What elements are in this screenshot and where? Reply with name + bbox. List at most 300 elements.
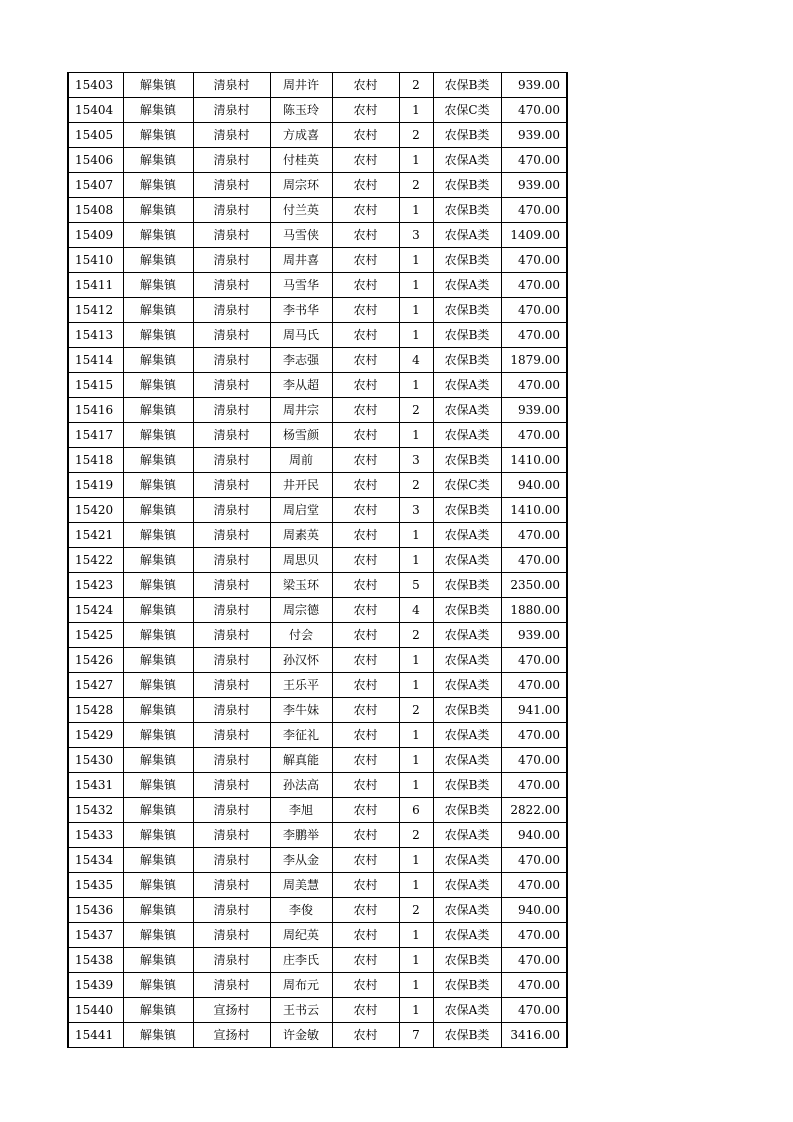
- cell-amount: 470.00: [501, 998, 567, 1023]
- cell-category: 农保A类: [433, 848, 501, 873]
- cell-count: 2: [399, 698, 433, 723]
- cell-id: 15420: [68, 498, 123, 523]
- cell-category: 农保A类: [433, 548, 501, 573]
- cell-category: 农保B类: [433, 948, 501, 973]
- cell-id: 15432: [68, 798, 123, 823]
- table-row: [68, 973, 567, 998]
- cell-category: 农保B类: [433, 598, 501, 623]
- cell-village: 清泉村: [193, 948, 270, 973]
- cell-amount: 939.00: [501, 398, 567, 423]
- table-row: [68, 298, 567, 323]
- cell-count: 1: [399, 748, 433, 773]
- cell-village: 清泉村: [193, 423, 270, 448]
- cell-category: 农保A类: [433, 373, 501, 398]
- cell-village: 清泉村: [193, 648, 270, 673]
- cell-id: 15411: [68, 273, 123, 298]
- cell-count: 1: [399, 723, 433, 748]
- cell-category: 农保B类: [433, 323, 501, 348]
- cell-id: 15437: [68, 923, 123, 948]
- cell-id: 15407: [68, 173, 123, 198]
- table-row: [68, 773, 567, 798]
- cell-id: 15410: [68, 248, 123, 273]
- cell-id: 15424: [68, 598, 123, 623]
- cell-type: 农村: [332, 98, 399, 123]
- cell-id: 15412: [68, 298, 123, 323]
- cell-village: 清泉村: [193, 798, 270, 823]
- cell-category: 农保B类: [433, 573, 501, 598]
- cell-name: 孙汉怀: [270, 648, 332, 673]
- cell-amount: 2350.00: [501, 573, 567, 598]
- cell-amount: 470.00: [501, 848, 567, 873]
- cell-town: 解集镇: [123, 223, 193, 248]
- cell-name: 周纪英: [270, 923, 332, 948]
- cell-village: 清泉村: [193, 923, 270, 948]
- cell-town: 解集镇: [123, 798, 193, 823]
- cell-id: 15423: [68, 573, 123, 598]
- cell-town: 解集镇: [123, 373, 193, 398]
- cell-name: 周马氏: [270, 323, 332, 348]
- cell-name: 周美慧: [270, 873, 332, 898]
- cell-town: 解集镇: [123, 323, 193, 348]
- cell-type: 农村: [332, 373, 399, 398]
- cell-type: 农村: [332, 973, 399, 998]
- cell-amount: 470.00: [501, 248, 567, 273]
- cell-type: 农村: [332, 748, 399, 773]
- cell-town: 解集镇: [123, 848, 193, 873]
- cell-town: 解集镇: [123, 898, 193, 923]
- cell-name: 周宗环: [270, 173, 332, 198]
- cell-id: 15429: [68, 723, 123, 748]
- cell-village: 清泉村: [193, 173, 270, 198]
- cell-name: 马雪侠: [270, 223, 332, 248]
- cell-count: 2: [399, 473, 433, 498]
- cell-amount: 470.00: [501, 98, 567, 123]
- cell-category: 农保A类: [433, 873, 501, 898]
- cell-name: 周思贝: [270, 548, 332, 573]
- cell-village: 清泉村: [193, 248, 270, 273]
- cell-name: 李书华: [270, 298, 332, 323]
- cell-town: 解集镇: [123, 873, 193, 898]
- cell-count: 1: [399, 773, 433, 798]
- cell-amount: 1880.00: [501, 598, 567, 623]
- cell-amount: 1409.00: [501, 223, 567, 248]
- cell-type: 农村: [332, 398, 399, 423]
- table-row: [68, 673, 567, 698]
- cell-amount: 470.00: [501, 948, 567, 973]
- cell-village: 清泉村: [193, 698, 270, 723]
- cell-town: 解集镇: [123, 773, 193, 798]
- cell-name: 李俊: [270, 898, 332, 923]
- cell-village: 清泉村: [193, 523, 270, 548]
- cell-village: 清泉村: [193, 298, 270, 323]
- table-row: [68, 248, 567, 273]
- cell-town: 解集镇: [123, 423, 193, 448]
- cell-category: 农保A类: [433, 923, 501, 948]
- cell-count: 2: [399, 73, 433, 98]
- cell-id: 15417: [68, 423, 123, 448]
- cell-name: 李从超: [270, 373, 332, 398]
- cell-town: 解集镇: [123, 123, 193, 148]
- cell-count: 7: [399, 1023, 433, 1048]
- cell-village: 清泉村: [193, 573, 270, 598]
- cell-village: 清泉村: [193, 398, 270, 423]
- cell-town: 解集镇: [123, 598, 193, 623]
- table-row: [68, 423, 567, 448]
- cell-village: 清泉村: [193, 348, 270, 373]
- cell-count: 1: [399, 423, 433, 448]
- table-row: [68, 73, 567, 98]
- cell-type: 农村: [332, 923, 399, 948]
- cell-name: 陈玉玲: [270, 98, 332, 123]
- table-row: [68, 648, 567, 673]
- cell-name: 李牛妹: [270, 698, 332, 723]
- cell-village: 清泉村: [193, 623, 270, 648]
- cell-name: 周布元: [270, 973, 332, 998]
- cell-category: 农保C类: [433, 98, 501, 123]
- cell-town: 解集镇: [123, 248, 193, 273]
- cell-amount: 1879.00: [501, 348, 567, 373]
- cell-town: 解集镇: [123, 923, 193, 948]
- cell-type: 农村: [332, 1023, 399, 1048]
- cell-count: 1: [399, 373, 433, 398]
- table-row: [68, 223, 567, 248]
- cell-name: 周井宗: [270, 398, 332, 423]
- cell-village: 清泉村: [193, 823, 270, 848]
- cell-count: 2: [399, 123, 433, 148]
- cell-category: 农保B类: [433, 798, 501, 823]
- cell-town: 解集镇: [123, 398, 193, 423]
- cell-amount: 470.00: [501, 298, 567, 323]
- cell-category: 农保A类: [433, 823, 501, 848]
- cell-type: 农村: [332, 473, 399, 498]
- cell-count: 4: [399, 348, 433, 373]
- cell-count: 1: [399, 948, 433, 973]
- cell-category: 农保A类: [433, 423, 501, 448]
- cell-amount: 939.00: [501, 123, 567, 148]
- cell-town: 解集镇: [123, 98, 193, 123]
- cell-village: 清泉村: [193, 373, 270, 398]
- cell-village: 清泉村: [193, 723, 270, 748]
- cell-amount: 470.00: [501, 923, 567, 948]
- table-row: [68, 623, 567, 648]
- cell-count: 4: [399, 598, 433, 623]
- cell-count: 1: [399, 248, 433, 273]
- cell-count: 2: [399, 173, 433, 198]
- cell-amount: 940.00: [501, 823, 567, 848]
- table-row: [68, 923, 567, 948]
- cell-town: 解集镇: [123, 348, 193, 373]
- cell-id: 15415: [68, 373, 123, 398]
- cell-category: 农保B类: [433, 448, 501, 473]
- cell-town: 解集镇: [123, 173, 193, 198]
- cell-category: 农保B类: [433, 973, 501, 998]
- cell-count: 1: [399, 548, 433, 573]
- cell-amount: 470.00: [501, 273, 567, 298]
- cell-type: 农村: [332, 573, 399, 598]
- cell-count: 3: [399, 498, 433, 523]
- cell-id: 15419: [68, 473, 123, 498]
- cell-id: 15427: [68, 673, 123, 698]
- cell-town: 解集镇: [123, 273, 193, 298]
- table-row: [68, 873, 567, 898]
- cell-id: 15422: [68, 548, 123, 573]
- cell-name: 李征礼: [270, 723, 332, 748]
- cell-id: 15404: [68, 98, 123, 123]
- cell-count: 1: [399, 873, 433, 898]
- table-row: [68, 573, 567, 598]
- cell-category: 农保A类: [433, 998, 501, 1023]
- cell-village: 清泉村: [193, 873, 270, 898]
- cell-name: 庄李氏: [270, 948, 332, 973]
- cell-name: 梁玉环: [270, 573, 332, 598]
- cell-category: 农保A类: [433, 148, 501, 173]
- cell-town: 解集镇: [123, 998, 193, 1023]
- cell-id: 15408: [68, 198, 123, 223]
- cell-name: 李旭: [270, 798, 332, 823]
- cell-town: 解集镇: [123, 298, 193, 323]
- cell-village: 宣扬村: [193, 1023, 270, 1048]
- cell-amount: 470.00: [501, 673, 567, 698]
- cell-name: 李从金: [270, 848, 332, 873]
- cell-type: 农村: [332, 673, 399, 698]
- cell-id: 15436: [68, 898, 123, 923]
- cell-village: 清泉村: [193, 973, 270, 998]
- cell-id: 15441: [68, 1023, 123, 1048]
- cell-type: 农村: [332, 298, 399, 323]
- cell-id: 15430: [68, 748, 123, 773]
- cell-category: 农保B类: [433, 123, 501, 148]
- cell-id: 15416: [68, 398, 123, 423]
- table-row: [68, 698, 567, 723]
- cell-name: 井开民: [270, 473, 332, 498]
- cell-count: 1: [399, 523, 433, 548]
- cell-amount: 470.00: [501, 423, 567, 448]
- cell-category: 农保B类: [433, 198, 501, 223]
- cell-name: 付兰英: [270, 198, 332, 223]
- cell-town: 解集镇: [123, 673, 193, 698]
- cell-name: 周启堂: [270, 498, 332, 523]
- cell-village: 清泉村: [193, 73, 270, 98]
- cell-type: 农村: [332, 698, 399, 723]
- table-row: [68, 898, 567, 923]
- table-row: [68, 273, 567, 298]
- table-row: [68, 348, 567, 373]
- cell-town: 解集镇: [123, 148, 193, 173]
- cell-town: 解集镇: [123, 473, 193, 498]
- cell-amount: 1410.00: [501, 498, 567, 523]
- table-row: [68, 198, 567, 223]
- cell-category: 农保A类: [433, 523, 501, 548]
- cell-name: 马雪华: [270, 273, 332, 298]
- cell-count: 6: [399, 798, 433, 823]
- cell-id: 15409: [68, 223, 123, 248]
- table-row: [68, 173, 567, 198]
- cell-amount: 470.00: [501, 323, 567, 348]
- cell-type: 农村: [332, 273, 399, 298]
- cell-town: 解集镇: [123, 648, 193, 673]
- cell-count: 1: [399, 323, 433, 348]
- cell-amount: 470.00: [501, 748, 567, 773]
- table-row: [68, 98, 567, 123]
- cell-town: 解集镇: [123, 498, 193, 523]
- cell-village: 清泉村: [193, 773, 270, 798]
- cell-category: 农保A类: [433, 648, 501, 673]
- cell-town: 解集镇: [123, 698, 193, 723]
- table-body: [68, 73, 567, 1048]
- cell-village: 清泉村: [193, 198, 270, 223]
- cell-amount: 940.00: [501, 473, 567, 498]
- cell-category: 农保C类: [433, 473, 501, 498]
- cell-village: 清泉村: [193, 473, 270, 498]
- cell-count: 2: [399, 623, 433, 648]
- cell-town: 解集镇: [123, 723, 193, 748]
- table-row: [68, 948, 567, 973]
- cell-type: 农村: [332, 723, 399, 748]
- cell-category: 农保B类: [433, 248, 501, 273]
- cell-type: 农村: [332, 898, 399, 923]
- cell-village: 清泉村: [193, 98, 270, 123]
- cell-type: 农村: [332, 523, 399, 548]
- cell-count: 1: [399, 98, 433, 123]
- cell-count: 2: [399, 898, 433, 923]
- cell-amount: 470.00: [501, 548, 567, 573]
- cell-amount: 470.00: [501, 148, 567, 173]
- cell-category: 农保B类: [433, 773, 501, 798]
- cell-count: 5: [399, 573, 433, 598]
- cell-name: 王乐平: [270, 673, 332, 698]
- cell-town: 解集镇: [123, 973, 193, 998]
- table-row: [68, 998, 567, 1023]
- cell-id: 15414: [68, 348, 123, 373]
- cell-category: 农保B类: [433, 498, 501, 523]
- cell-count: 2: [399, 823, 433, 848]
- cell-id: 15406: [68, 148, 123, 173]
- table-row: [68, 523, 567, 548]
- cell-type: 农村: [332, 148, 399, 173]
- cell-type: 农村: [332, 223, 399, 248]
- cell-category: 农保B类: [433, 73, 501, 98]
- cell-village: 清泉村: [193, 148, 270, 173]
- cell-count: 2: [399, 398, 433, 423]
- cell-type: 农村: [332, 998, 399, 1023]
- cell-type: 农村: [332, 848, 399, 873]
- cell-count: 1: [399, 848, 433, 873]
- cell-category: 农保A类: [433, 748, 501, 773]
- cell-village: 清泉村: [193, 273, 270, 298]
- cell-name: 付桂英: [270, 148, 332, 173]
- cell-count: 1: [399, 673, 433, 698]
- cell-category: 农保B类: [433, 348, 501, 373]
- cell-amount: 470.00: [501, 973, 567, 998]
- cell-category: 农保A类: [433, 273, 501, 298]
- cell-name: 解真能: [270, 748, 332, 773]
- cell-category: 农保A类: [433, 673, 501, 698]
- cell-village: 清泉村: [193, 123, 270, 148]
- cell-category: 农保A类: [433, 623, 501, 648]
- cell-town: 解集镇: [123, 548, 193, 573]
- cell-type: 农村: [332, 248, 399, 273]
- table-row: [68, 323, 567, 348]
- cell-count: 1: [399, 923, 433, 948]
- cell-amount: 470.00: [501, 723, 567, 748]
- cell-amount: 470.00: [501, 198, 567, 223]
- table-row: [68, 723, 567, 748]
- cell-type: 农村: [332, 123, 399, 148]
- table-row: [68, 823, 567, 848]
- cell-town: 解集镇: [123, 948, 193, 973]
- table-row: [68, 548, 567, 573]
- cell-id: 15438: [68, 948, 123, 973]
- cell-amount: 939.00: [501, 173, 567, 198]
- cell-amount: 939.00: [501, 73, 567, 98]
- cell-town: 解集镇: [123, 623, 193, 648]
- cell-count: 3: [399, 223, 433, 248]
- cell-id: 15405: [68, 123, 123, 148]
- cell-amount: 470.00: [501, 523, 567, 548]
- cell-count: 3: [399, 448, 433, 473]
- cell-type: 农村: [332, 423, 399, 448]
- cell-type: 农村: [332, 548, 399, 573]
- cell-category: 农保A类: [433, 223, 501, 248]
- cell-type: 农村: [332, 198, 399, 223]
- cell-id: 15426: [68, 648, 123, 673]
- cell-id: 15439: [68, 973, 123, 998]
- table-row: [68, 598, 567, 623]
- cell-village: 清泉村: [193, 598, 270, 623]
- cell-count: 1: [399, 648, 433, 673]
- cell-name: 付会: [270, 623, 332, 648]
- table-row: [68, 1023, 567, 1048]
- cell-village: 清泉村: [193, 673, 270, 698]
- table-row: [68, 373, 567, 398]
- table-row: [68, 448, 567, 473]
- cell-id: 15425: [68, 623, 123, 648]
- cell-category: 农保B类: [433, 298, 501, 323]
- cell-type: 农村: [332, 773, 399, 798]
- cell-count: 1: [399, 298, 433, 323]
- cell-type: 农村: [332, 648, 399, 673]
- cell-town: 解集镇: [123, 523, 193, 548]
- table-row: [68, 748, 567, 773]
- cell-type: 农村: [332, 448, 399, 473]
- cell-village: 清泉村: [193, 848, 270, 873]
- cell-type: 农村: [332, 73, 399, 98]
- cell-village: 清泉村: [193, 448, 270, 473]
- table-row: [68, 798, 567, 823]
- cell-type: 农村: [332, 823, 399, 848]
- cell-type: 农村: [332, 798, 399, 823]
- cell-category: 农保A类: [433, 898, 501, 923]
- cell-count: 1: [399, 273, 433, 298]
- cell-name: 周前: [270, 448, 332, 473]
- cell-town: 解集镇: [123, 748, 193, 773]
- cell-type: 农村: [332, 348, 399, 373]
- cell-amount: 941.00: [501, 698, 567, 723]
- cell-amount: 470.00: [501, 648, 567, 673]
- cell-village: 清泉村: [193, 223, 270, 248]
- cell-name: 方成喜: [270, 123, 332, 148]
- cell-category: 农保B类: [433, 698, 501, 723]
- cell-type: 农村: [332, 323, 399, 348]
- table-row: [68, 123, 567, 148]
- cell-type: 农村: [332, 498, 399, 523]
- cell-id: 15418: [68, 448, 123, 473]
- cell-id: 15403: [68, 73, 123, 98]
- table-row: [68, 498, 567, 523]
- cell-count: 1: [399, 998, 433, 1023]
- cell-town: 解集镇: [123, 823, 193, 848]
- cell-name: 李志强: [270, 348, 332, 373]
